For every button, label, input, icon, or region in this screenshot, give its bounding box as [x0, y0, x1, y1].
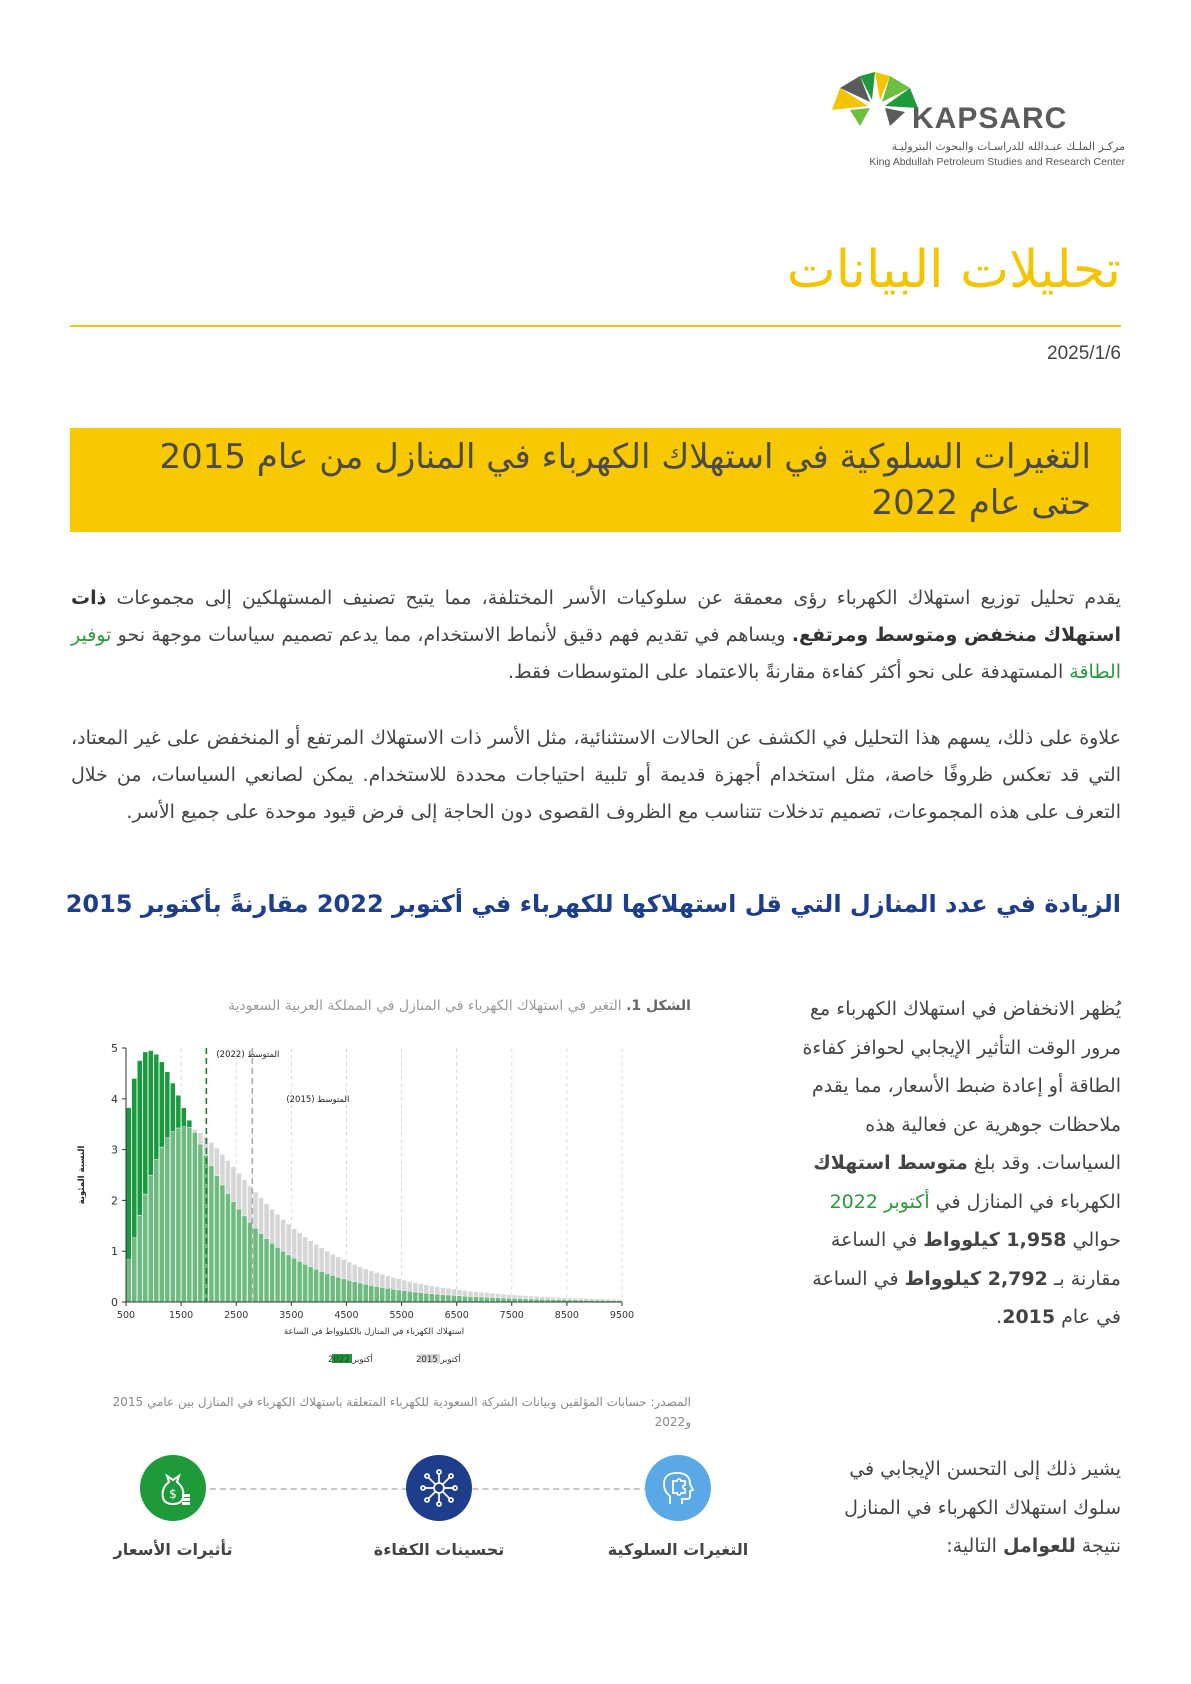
histogram-bar-upper	[440, 1287, 445, 1294]
x-tick-label: 9500	[609, 1310, 635, 1321]
side-text-5: في الساعة في عام	[812, 1267, 1121, 1328]
histogram-bar-overlap	[457, 1296, 462, 1302]
mean-line-label: المتوسط (2015)	[286, 1095, 350, 1105]
histogram-bar-upper	[281, 1219, 286, 1251]
x-tick-label: 5500	[389, 1310, 414, 1321]
factor-price-label: تأثيرات الأسعار	[113, 1540, 233, 1559]
histogram-bar-upper	[330, 1254, 335, 1275]
histogram-bar-overlap	[462, 1296, 467, 1302]
side2-text-1: يشير ذلك إلى التحسن الإيجابي في سلوك استهلاك الكهرباء في المنازل نتيجة	[844, 1458, 1121, 1557]
histogram-bar-overlap	[303, 1264, 308, 1302]
histogram-bar-upper	[259, 1198, 264, 1234]
side2-text-2: التالية:	[946, 1535, 1003, 1557]
side-text-3: حوالي	[1066, 1229, 1121, 1251]
histogram-bar-overlap	[275, 1247, 280, 1302]
histogram-bar-overlap	[270, 1243, 275, 1302]
histogram-bar-upper	[545, 1297, 550, 1299]
histogram-bar-upper	[507, 1295, 512, 1299]
side-bold-1: متوسط استهلاك	[813, 1152, 968, 1174]
histogram-bar-upper	[479, 1292, 484, 1297]
histogram-bar-overlap	[126, 1260, 131, 1302]
histogram-bar-upper	[214, 1148, 219, 1176]
side-text-4: في الساعة مقارنة بـ	[830, 1229, 1121, 1290]
logo-english-name: King Abdullah Petroleum Studies and Research Center	[869, 156, 1125, 168]
histogram-bar-upper	[485, 1293, 490, 1298]
histogram-bar-overlap	[253, 1228, 258, 1302]
factor-price-effects	[98, 1455, 248, 1563]
histogram-bar-overlap	[468, 1296, 473, 1302]
side-text-6: .	[996, 1306, 1003, 1328]
histogram-bar-overlap	[132, 1238, 137, 1302]
histogram-bar-upper	[374, 1273, 379, 1287]
money-bag-icon	[140, 1455, 206, 1521]
side-text-1: يُظهر الانخفاض في استهلاك الكهرباء مع مرور الوقت التأثير الإيجابي لحوافز كفاءة الطاقة أو إعادة ضبط الأسعار، مما يقدم ملاحظات جوهرية عن فعالية هذه السياسات. وقد بلغ	[802, 998, 1121, 1174]
histogram-bar-overlap	[214, 1176, 219, 1302]
histogram-bar-overlap	[181, 1127, 186, 1302]
histogram-bar-upper	[451, 1289, 456, 1295]
histogram-bar-upper	[319, 1248, 324, 1272]
svg-text:$: $	[169, 1487, 177, 1501]
page-title: تحليلات البيانات	[786, 240, 1121, 300]
histogram-bar-overlap	[374, 1286, 379, 1302]
histogram-bar-upper	[363, 1269, 368, 1285]
histogram-bar-upper	[606, 1299, 611, 1300]
histogram-bar-upper	[551, 1297, 556, 1299]
histogram-bar-upper	[523, 1296, 528, 1299]
histogram-bar-upper	[600, 1299, 605, 1300]
histogram-bar-upper	[181, 1108, 186, 1127]
histogram-bar-overlap	[396, 1290, 401, 1302]
histogram-bar-overlap	[187, 1127, 192, 1302]
histogram-bar-upper	[165, 1072, 170, 1138]
histogram-bar-overlap	[341, 1279, 346, 1302]
histogram-bar-overlap	[485, 1297, 490, 1302]
logo-arabic-name: مركـز الملـك عبـدالله للدراسـات والبحوث البتروليـة	[891, 140, 1125, 153]
kapsarc-logo	[820, 70, 1125, 170]
histogram-bar-overlap	[380, 1287, 385, 1302]
histogram-bar-overlap	[518, 1299, 523, 1302]
histogram-bar-upper	[413, 1283, 418, 1292]
histogram-bar-upper	[457, 1290, 462, 1296]
histogram-bar-overlap	[314, 1269, 319, 1302]
histogram-bar-upper	[468, 1291, 473, 1296]
histogram-bar-upper	[462, 1290, 467, 1296]
histogram-bar-overlap	[242, 1216, 247, 1302]
histogram-bar-overlap	[336, 1277, 341, 1302]
histogram-bar-upper	[518, 1295, 523, 1298]
x-tick-label: 6500	[444, 1310, 469, 1321]
histogram-bar-overlap	[292, 1258, 297, 1302]
histogram-bar-upper	[341, 1260, 346, 1279]
section-heading: الزيادة في عدد المنازل التي قل استهلاكها للكهرباء في أكتوبر 2022 مقارنةً بأكتوبر 2015	[65, 890, 1121, 918]
x-tick-label: 2500	[224, 1310, 249, 1321]
histogram-bar-upper	[424, 1285, 429, 1293]
side-paragraph-2	[801, 1450, 1121, 1566]
histogram-bar-upper	[402, 1280, 407, 1291]
histogram-bar-upper	[512, 1295, 517, 1298]
histogram-bar-upper	[159, 1062, 164, 1147]
histogram-bar-overlap	[424, 1293, 429, 1302]
headline: التغيرات السلوكية في استهلاك الكهرباء في المنازل من عام 2015 حتى عام 2022	[159, 437, 1091, 523]
histogram-bar-overlap	[209, 1166, 214, 1302]
histogram-bar-upper	[347, 1262, 352, 1280]
x-axis-label: استهلاك الكهرباء في المنازل بالكيلوواط في الساعة	[283, 1327, 465, 1337]
histogram-bar-overlap	[446, 1295, 451, 1302]
factor-efficiency-label: تحسينات الكفاءة	[373, 1540, 505, 1559]
histogram-bar-overlap	[440, 1295, 445, 1302]
head-puzzle-icon	[645, 1455, 711, 1521]
histogram-bar-upper	[567, 1298, 572, 1300]
histogram-bar-overlap	[143, 1194, 148, 1302]
title-divider	[70, 325, 1121, 327]
side-bold-4: 2015	[1002, 1306, 1056, 1328]
histogram-bar-upper	[237, 1173, 242, 1209]
para1-text-3: المستهدفة على نحو أكثر كفاءة مقارنةً بالاعتماد على المتوسطات فقط.	[507, 661, 1070, 683]
factor-behavioral	[603, 1455, 753, 1563]
histogram-bar-upper	[435, 1287, 440, 1295]
histogram-bar-overlap	[435, 1294, 440, 1302]
histogram-bar-upper	[226, 1161, 231, 1194]
side-bold-2: 1,958 كيلوواط	[923, 1229, 1067, 1251]
para1-bold: ذات استهلاك منخفض ومتوسط ومرتفع.	[71, 587, 1121, 646]
x-tick-label: 4500	[334, 1310, 359, 1321]
histogram-bar-overlap	[512, 1298, 517, 1302]
histogram-bar-overlap	[159, 1147, 164, 1302]
histogram-bar-overlap	[220, 1185, 225, 1302]
histogram-bar-upper	[209, 1142, 214, 1165]
factor-efficiency	[364, 1455, 514, 1563]
histogram-bar-overlap	[231, 1202, 236, 1302]
histogram-bar-upper	[286, 1224, 291, 1255]
histogram-bar-overlap	[451, 1295, 456, 1302]
histogram-bar-overlap	[297, 1261, 302, 1302]
histogram-bar-upper	[589, 1299, 594, 1301]
y-tick-label: 1	[111, 1245, 118, 1259]
histogram-bar-overlap	[490, 1298, 495, 1302]
y-tick-label: 4	[111, 1092, 118, 1106]
histogram-bar-upper	[358, 1267, 363, 1283]
histogram-bar-upper	[192, 1130, 197, 1133]
second-paragraph: علاوة على ذلك، يسهم هذا التحليل في الكشف عن الحالات الاستثنائية، مثل الأسر ذات الاستهلاك المرتفع أو المنخفض على غير المعتاد، التي قد تعكس ظروفًا خاصة، مثل استخدام أجهزة قديمة أو تلبية احتياجات محددة للاستخدام. يمكن لصانعي السياسات، من خلال التعرف على هذه المجموعات، تصميم تدخلات تتناسب مع الظروف القصوى دون الحاجة إلى فرض قيود موحدة على جميع الأسر.	[71, 727, 1121, 823]
histogram-bar-upper	[540, 1297, 545, 1300]
histogram-bar-overlap	[429, 1294, 434, 1302]
x-tick-label: 1500	[169, 1310, 194, 1321]
histogram-bar-upper	[529, 1296, 534, 1299]
histogram-bar-upper	[578, 1298, 583, 1300]
histogram-bar-upper	[220, 1154, 225, 1185]
histogram-bar-overlap	[369, 1285, 374, 1302]
mean-line-label: المتوسط (2022)	[216, 1050, 280, 1060]
histogram-bar-overlap	[154, 1160, 159, 1302]
histogram-bar-upper	[352, 1264, 357, 1281]
para1-text-1: يقدم تحليل توزيع استهلاك الكهرباء رؤى معمقة عن سلوكيات الأسر المختلفة، مما يتيح تصنيف المستهلكين إلى مجموعات	[106, 587, 1121, 609]
histogram-bar-upper	[176, 1095, 181, 1128]
histogram-bar-upper	[132, 1078, 137, 1237]
histogram-bar-overlap	[281, 1251, 286, 1302]
side2-bold: للعوامل	[1002, 1535, 1076, 1557]
side-bold-3: 2,792 كيلوواط	[904, 1267, 1048, 1290]
histogram-bar-overlap	[286, 1255, 291, 1302]
histogram-bar-upper	[429, 1286, 434, 1294]
figure-label: الشكل 1.	[626, 998, 691, 1014]
histogram-bar-overlap	[418, 1293, 423, 1302]
histogram-bar-upper	[126, 1108, 131, 1260]
histogram-bar-overlap	[226, 1194, 231, 1302]
histogram-bar-upper	[595, 1299, 600, 1301]
figure-caption	[228, 998, 691, 1014]
histogram-bar-upper	[391, 1277, 396, 1289]
histogram-bar-upper	[231, 1167, 236, 1202]
histogram-bar-upper	[325, 1251, 330, 1273]
legend-label-2015: أكتوبر 2015	[416, 1355, 461, 1365]
histogram-bar-overlap	[474, 1297, 479, 1302]
x-tick-label: 8500	[554, 1310, 579, 1321]
histogram-bar-upper	[270, 1209, 275, 1243]
histogram-bar-upper	[154, 1054, 159, 1159]
histogram-bar-overlap	[148, 1175, 153, 1302]
histogram-bar-upper	[170, 1083, 175, 1132]
histogram-bar-upper	[562, 1298, 567, 1300]
histogram-bar-upper	[336, 1257, 341, 1277]
histogram-bar-overlap	[358, 1283, 363, 1302]
histogram-bar-overlap	[137, 1215, 142, 1302]
side-text-2: الكهرباء في المنازل في	[929, 1190, 1121, 1213]
histogram-bar-upper	[418, 1284, 423, 1293]
network-icon	[406, 1455, 472, 1521]
histogram-bar-upper	[369, 1271, 374, 1286]
histogram-bar-overlap	[496, 1298, 501, 1302]
histogram-bar-upper	[584, 1298, 589, 1300]
histogram-bar-upper	[242, 1180, 247, 1216]
histogram-bar-upper	[396, 1279, 401, 1290]
histogram-bar-upper	[198, 1133, 203, 1144]
y-tick-label: 3	[111, 1143, 118, 1157]
histogram-bar-overlap	[308, 1267, 313, 1302]
figure-source: المصدر: حسابات المؤلفين وبيانات الشركة السعودية للكهرباء المتعلقة باستهلاك الكهرباء في المنازل بين عامي 2015 و2022	[112, 1395, 691, 1429]
factor-behavioral-label: التغيرات السلوكية	[607, 1540, 749, 1559]
x-tick-label: 3500	[279, 1310, 304, 1321]
histogram-bar-upper	[474, 1292, 479, 1297]
headline-banner	[70, 428, 1121, 532]
figure-caption-text: التغير في استهلاك الكهرباء في المنازل في المملكة العربية السعودية	[228, 998, 627, 1014]
histogram-bar-overlap	[407, 1291, 412, 1302]
histogram-bar-overlap	[347, 1280, 352, 1302]
consumption-histogram	[70, 1040, 700, 1370]
histogram-bar-upper	[496, 1294, 501, 1298]
histogram-bar-upper	[446, 1288, 451, 1295]
publication-date: 2025/1/6	[1047, 343, 1121, 364]
histogram-bar-overlap	[198, 1144, 203, 1302]
histogram-bar-upper	[501, 1294, 506, 1298]
histogram-bar-overlap	[165, 1138, 170, 1302]
para1-highlight: توفير الطاقة	[71, 624, 1121, 683]
y-tick-label: 0	[111, 1296, 118, 1309]
y-tick-label: 5	[111, 1042, 118, 1055]
histogram-bar-upper	[303, 1237, 308, 1264]
histogram-bar-overlap	[352, 1282, 357, 1302]
histogram-bar-upper	[187, 1120, 192, 1127]
histogram-bar-upper	[137, 1061, 142, 1216]
histogram-bar-upper	[308, 1241, 313, 1267]
histogram-bar-overlap	[176, 1128, 181, 1302]
histogram-bar-upper	[253, 1192, 258, 1228]
histogram-bar-overlap	[259, 1234, 264, 1302]
histogram-bar-upper	[275, 1214, 280, 1247]
histogram-bar-overlap	[363, 1284, 368, 1302]
histogram-bar-overlap	[237, 1209, 242, 1302]
histogram-bar-overlap	[413, 1292, 418, 1302]
histogram-bar-upper	[380, 1274, 385, 1287]
histogram-bar-upper	[264, 1204, 269, 1239]
histogram-bar-overlap	[264, 1239, 269, 1302]
intro-paragraph	[71, 580, 1121, 691]
histogram-bar-upper	[490, 1293, 495, 1297]
kapsarc-mark-icon	[830, 70, 920, 128]
histogram-bar-overlap	[501, 1298, 506, 1302]
side-paragraph	[801, 990, 1121, 1337]
x-tick-label: 7500	[499, 1310, 524, 1321]
legend-label-2022: أكتوبر 2022	[328, 1355, 373, 1365]
histogram-bar-upper	[556, 1297, 561, 1299]
histogram-bar-overlap	[319, 1271, 324, 1302]
para1-text-2: ويساهم في تقديم فهم دقيق لأنماط الاستخدام، مما يدعم تصميم سياسات موجهة نحو	[111, 624, 792, 646]
histogram-bar-upper	[148, 1051, 153, 1176]
logo-wordmark: KAPSARC	[912, 102, 1068, 135]
histogram-bar-upper	[297, 1233, 302, 1261]
histogram-bar-overlap	[507, 1298, 512, 1302]
histogram-bar-overlap	[402, 1291, 407, 1302]
histogram-bar-overlap	[391, 1289, 396, 1302]
histogram-bar-upper	[573, 1298, 578, 1300]
histogram-bar-overlap	[325, 1274, 330, 1302]
histogram-bar-overlap	[170, 1132, 175, 1302]
histogram-bar-overlap	[192, 1132, 197, 1302]
histogram-bar-upper	[385, 1276, 390, 1288]
histogram-bar-upper	[407, 1281, 412, 1291]
histogram-bar-upper	[292, 1229, 297, 1259]
side-highlight: أكتوبر 2022	[829, 1190, 930, 1213]
x-tick-label: 500	[116, 1310, 136, 1321]
y-tick-label: 2	[111, 1194, 118, 1208]
histogram-bar-upper	[534, 1296, 539, 1299]
y-axis-label: النسبة المئوية	[77, 1145, 87, 1205]
histogram-bar-overlap	[385, 1288, 390, 1302]
histogram-bar-overlap	[330, 1275, 335, 1302]
histogram-bar-upper	[314, 1244, 319, 1269]
histogram-bar-overlap	[479, 1297, 484, 1302]
histogram-bar-upper	[143, 1052, 148, 1194]
